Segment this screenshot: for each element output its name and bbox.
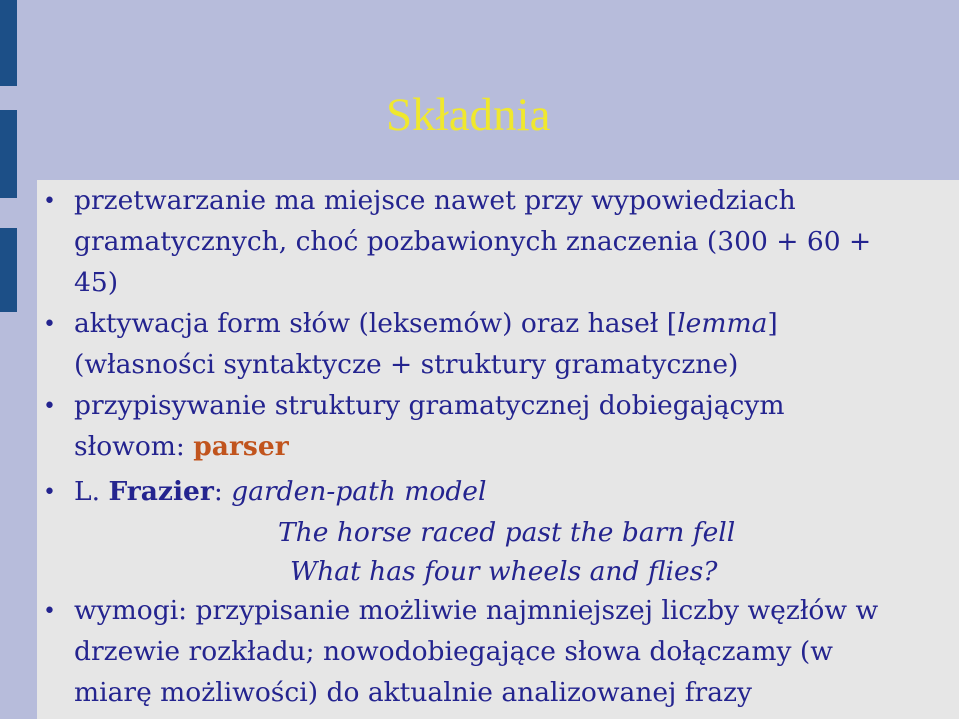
bullet-text: przypisywanie struktury gramatycznej dobiegającym [74, 390, 785, 421]
bullet-dot-icon: • [43, 394, 56, 419]
bullet-text: gramatycznych, choć pozbawionych znaczenia (300 + 60 + [74, 226, 872, 257]
bullet-dot-icon: • [43, 480, 56, 505]
bullet-dot-icon: • [43, 599, 56, 624]
bullet-text: L. Frazier: garden-path model [74, 476, 487, 507]
bullet-text: słowom: parser [74, 431, 289, 462]
bullet-dot-icon: • [43, 189, 56, 214]
bullet-text: 45) [74, 267, 119, 298]
accent-bar-top [0, 0, 17, 86]
accent-bar-middle [0, 110, 17, 198]
content-panel [37, 180, 959, 719]
bullet-text: aktywacja form słów (leksemów) oraz haseł [lemma] [74, 308, 778, 339]
bullet-dot-icon: • [43, 312, 56, 337]
bullet-text: (własności syntaktycze + struktury gramatyczne) [74, 349, 739, 380]
bullet-text: drzewie rozkładu; nowodobiegające słowa dołączamy (w [74, 636, 833, 667]
bullet-text: wymogi: przypisanie możliwie najmniejszej liczby węzłów w [74, 595, 879, 626]
parser-highlight: parser [193, 431, 289, 462]
accent-bar-bottom [0, 228, 17, 312]
example-sentence: What has four wheels and flies? [290, 556, 718, 587]
slide-title: Składnia [386, 89, 551, 141]
example-sentence: The horse raced past the barn fell [278, 517, 736, 548]
bullet-text: miarę możliwości) do aktualnie analizowanej frazy [74, 677, 752, 708]
bullet-text: przetwarzanie ma miejsce nawet przy wypowiedziach [74, 185, 796, 216]
